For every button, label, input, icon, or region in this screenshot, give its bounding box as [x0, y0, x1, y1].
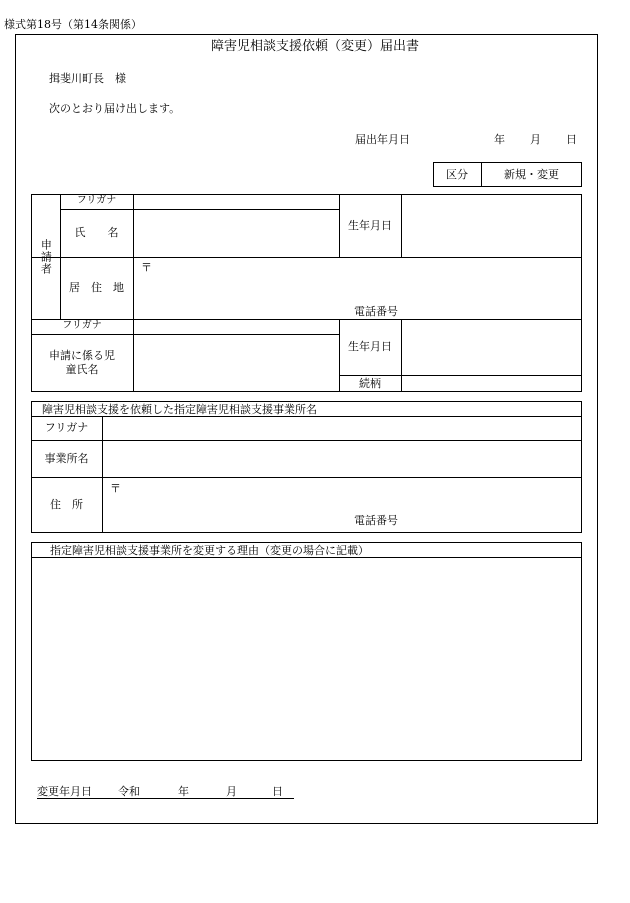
- office-furigana-label: フリガナ: [44, 421, 89, 435]
- child-name-input[interactable]: [134, 335, 338, 391]
- applicant-name-label: 氏 名: [74, 226, 119, 240]
- applicant-birthdate-label: 生年月日: [348, 218, 392, 232]
- applicant-birthdate-input[interactable]: [402, 195, 581, 256]
- child-furigana-label: フリガナ: [62, 320, 102, 332]
- applicant-name-input[interactable]: [134, 210, 338, 256]
- office-phone-label: 電話番号: [354, 514, 398, 527]
- category-value[interactable]: 新規・変更: [504, 167, 559, 181]
- reason-textarea[interactable]: [32, 558, 581, 760]
- child-relation-label: 続柄: [359, 376, 381, 390]
- applicant-address-label: 居 住 地: [69, 281, 124, 295]
- office-header: 障害児相談支援を依頼した指定障害児相談支援事業所名: [42, 403, 317, 416]
- submission-day: 日: [566, 133, 577, 146]
- submission-date-label: 届出年月日: [355, 133, 410, 146]
- office-name-label: 事業所名: [44, 451, 89, 465]
- form-number: 様式第18号（第14条関係）: [4, 18, 142, 31]
- applicant-group-label: 申請者: [39, 238, 53, 275]
- applicant-phone-label: 電話番号: [354, 305, 398, 318]
- applicant-address-input[interactable]: [134, 258, 581, 302]
- addressee: 揖斐川町長 様: [49, 72, 126, 85]
- office-address-input[interactable]: [103, 478, 581, 512]
- office-address-label: 住 所: [50, 498, 83, 512]
- change-date-underline: [37, 798, 294, 799]
- change-date-day: 日: [272, 785, 283, 798]
- office-postal-mark: 〒: [110, 482, 121, 495]
- applicant-furigana-input[interactable]: [134, 195, 338, 208]
- change-date-month: 月: [226, 785, 237, 798]
- office-name-input[interactable]: [103, 441, 581, 476]
- child-relation-input[interactable]: [402, 376, 581, 391]
- reason-header: 指定障害児相談支援事業所を変更する理由（変更の場合に記載）: [50, 544, 369, 557]
- applicant-furigana-label: フリガナ: [76, 195, 117, 207]
- child-birthdate-input[interactable]: [402, 320, 581, 374]
- applicant-postal-mark: 〒: [141, 261, 152, 274]
- category-label: 区分: [446, 167, 468, 181]
- change-date-year: 年: [178, 785, 189, 798]
- child-name-label: 申請に係る児童氏名: [49, 349, 115, 376]
- child-furigana-input[interactable]: [134, 320, 338, 333]
- submission-year: 年: [494, 133, 505, 146]
- submission-month: 月: [530, 133, 541, 146]
- child-birthdate-label: 生年月日: [348, 340, 392, 354]
- change-date-label: 変更年月日: [37, 785, 92, 798]
- office-furigana-input[interactable]: [103, 417, 581, 439]
- intro-text: 次のとおり届け出します。: [49, 102, 181, 115]
- page-title: 障害児相談支援依頼（変更）届出書: [210, 39, 419, 54]
- change-date-era: 令和: [118, 785, 140, 798]
